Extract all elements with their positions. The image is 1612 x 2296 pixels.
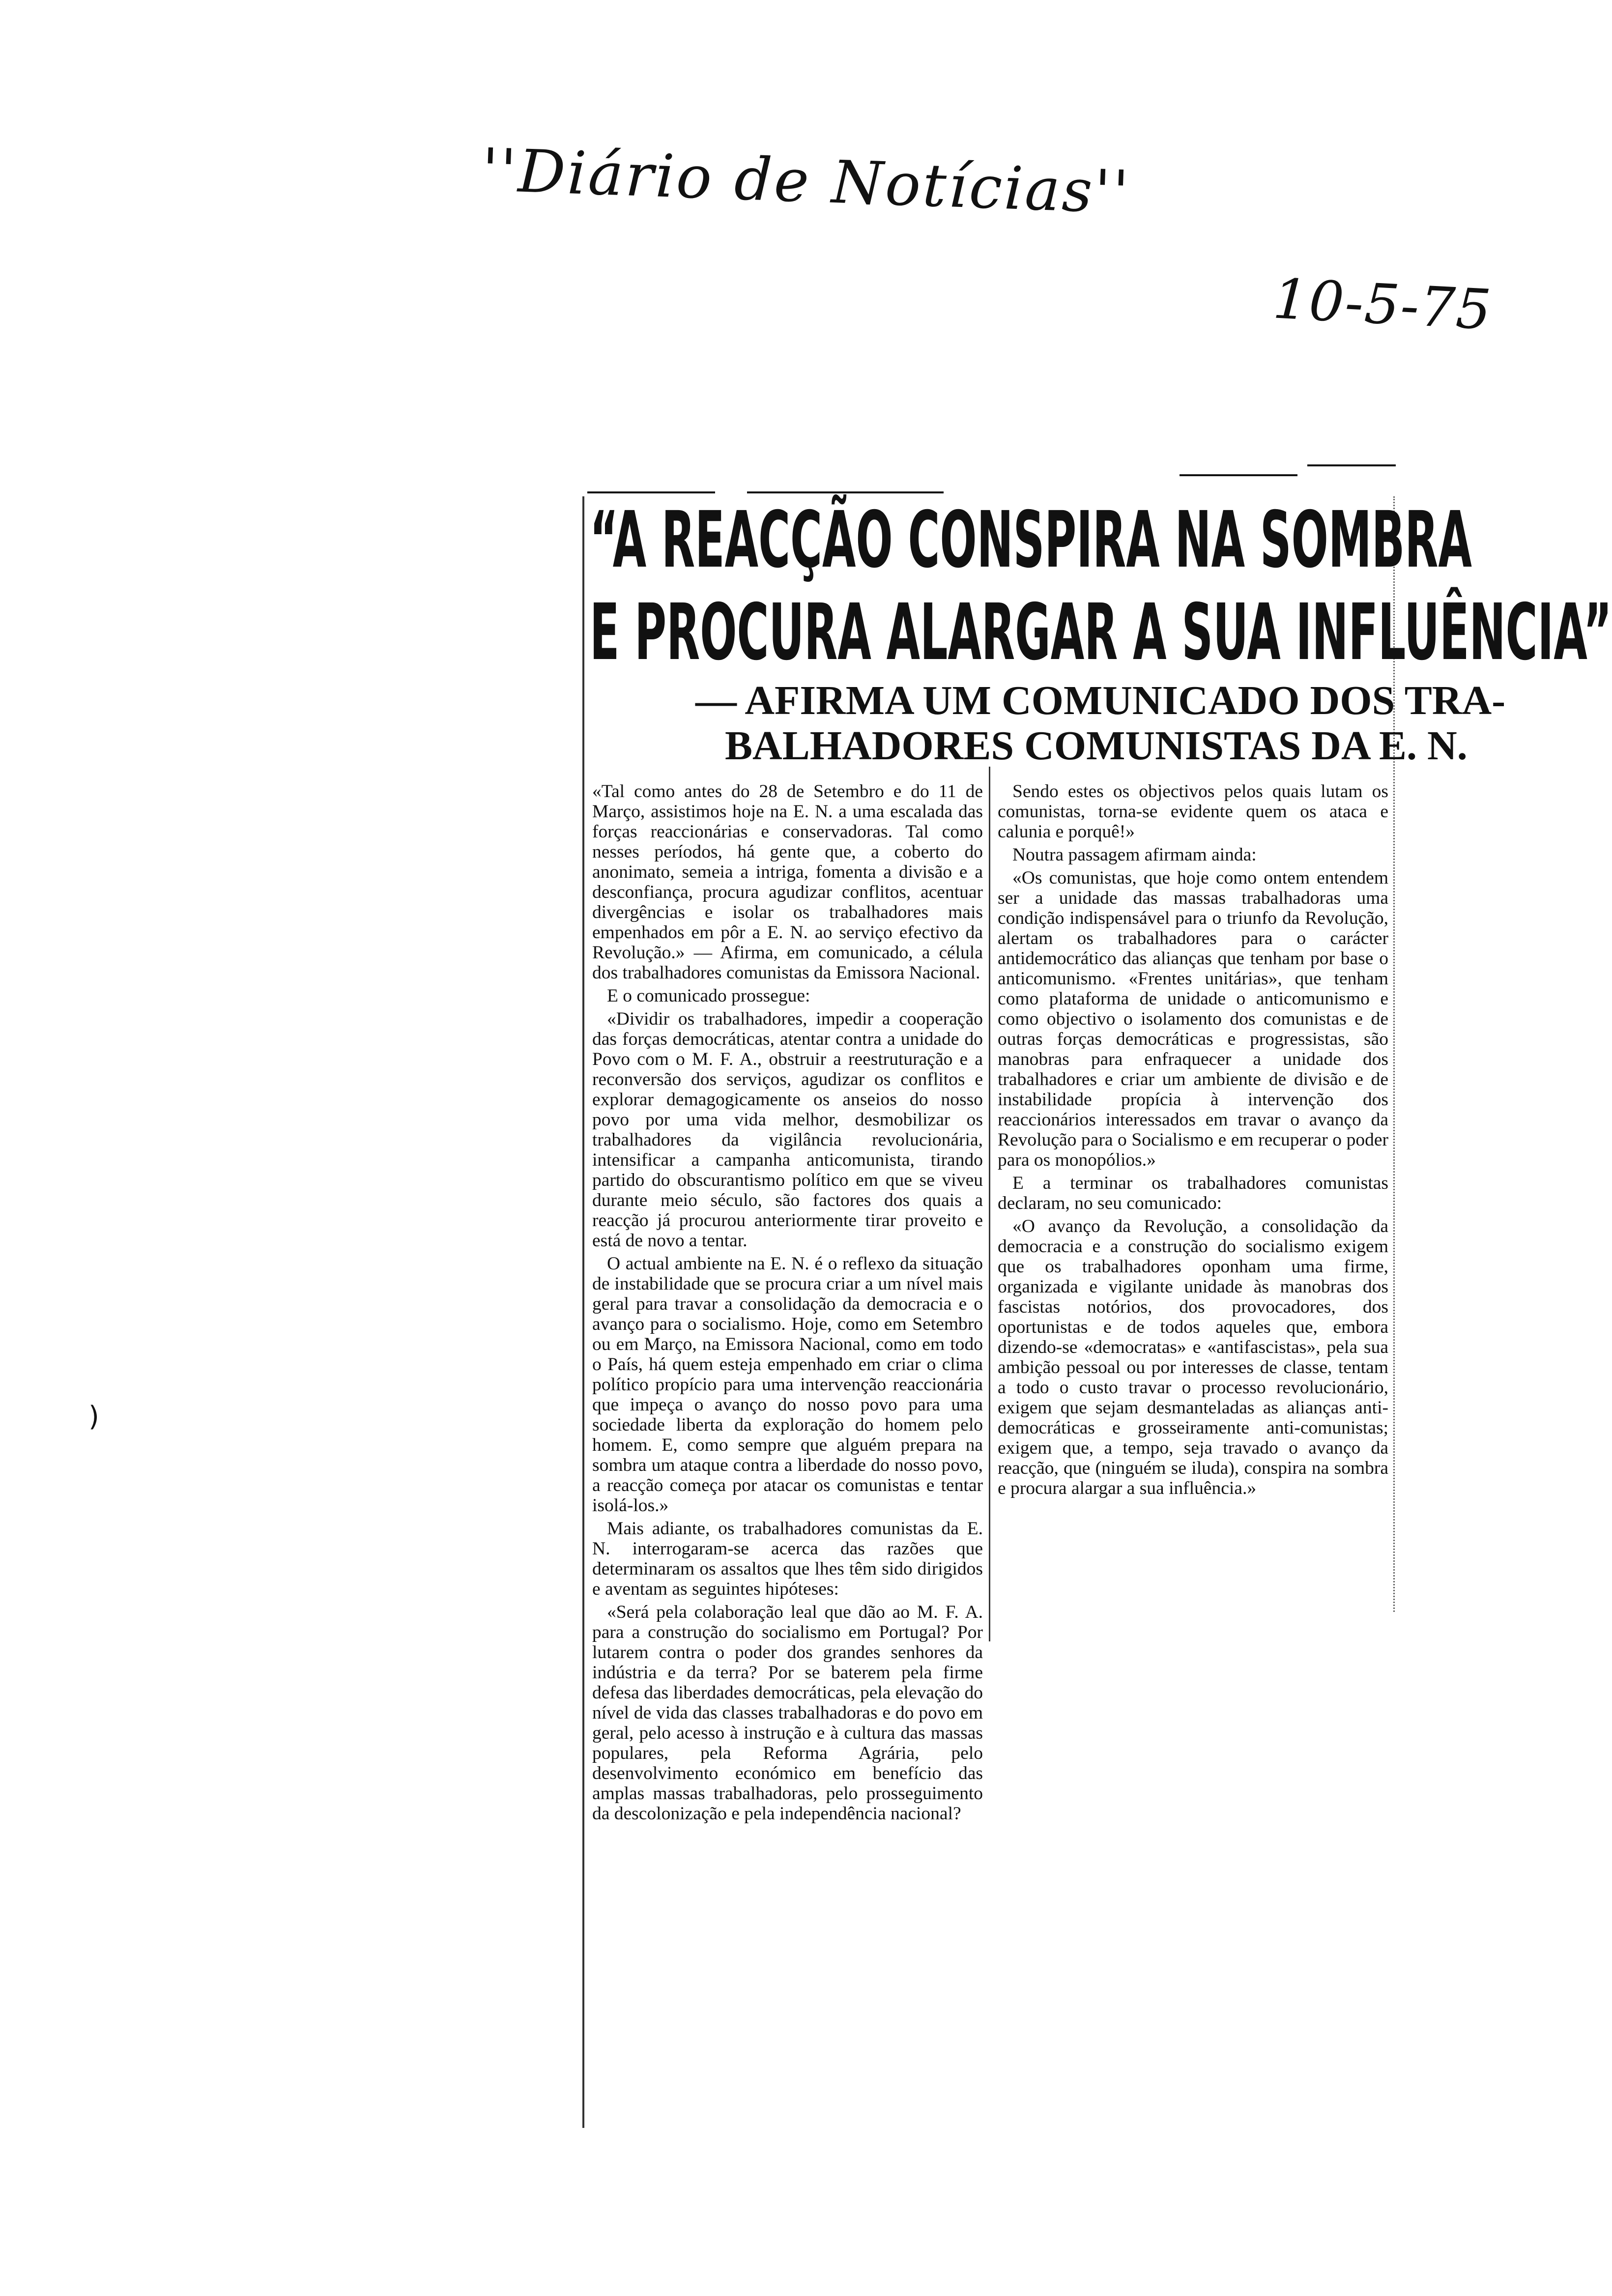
paragraph: «Tal como antes do 28 de Setembro e do 11 de Março, assistimos hoje na E. N. a uma escalada das forças reaccionárias e conservadoras. Tal como nesses períodos, há gente que, a coberto do anonimato, semeia a intriga, fomenta a divisão e a desconfiança, procura agudizar conflitos, acentuar divergências e isolar os trabalhadores mais empenhados em pôr a E. N. ao serviço efectivo da Revolução.» — Afirma, em comunicado, a célula dos trabalhadores comunistas da Emissora Nacional. bbox=[592, 781, 983, 983]
rule-line bbox=[1180, 474, 1297, 476]
article-subheadline bbox=[695, 678, 1506, 769]
article-column-right bbox=[998, 781, 1388, 1501]
stray-mark: ) bbox=[88, 1401, 99, 1433]
paragraph: Sendo estes os objectivos pelos quais lutam os comunistas, torna-se evidente quem os ataca e calunia e porquê!» bbox=[998, 781, 1388, 842]
rule-line bbox=[587, 491, 715, 493]
paragraph: E a terminar os trabalhadores comunistas declaram, no seu comunicado: bbox=[998, 1173, 1388, 1213]
handwritten-date-note: 10-5-75 bbox=[1271, 267, 1494, 343]
headline-line: E PROCURA ALARGAR A SUA INFLUÊNCIA” bbox=[590, 587, 1612, 678]
paragraph: «Os comunistas, que hoje como ontem entendem ser a unidade das massas trabalhadoras uma condição indispensável para o triunfo da Revolução, alertam os trabalhadores para o carácter antidemocrático das alianças que tenham por base o anticomunismo. «Frentes unitárias», que tenham como plataforma de unidade o anticomunismo e como objectivo o isolamento dos comunistas e de outras forças democráticas e progressistas, são manobras para enfraquecer a unidade dos trabalhadores e criar um ambiente de divisão e de instabilidade propícia à intervenção dos reaccionários interessados em travar o avanço da Revolução para o Socialismo e em recuperar o poder para os monopólios.» bbox=[998, 868, 1388, 1170]
article-headline bbox=[590, 494, 1612, 679]
handwritten-source-note: ''Diário de Notícias'' bbox=[480, 136, 1132, 228]
column-divider bbox=[989, 767, 990, 1641]
headline-line: “A REACÇÃO CONSPIRA NA SOMBRA bbox=[590, 495, 1472, 585]
rule-line bbox=[1307, 464, 1396, 466]
clipping-left-border bbox=[582, 496, 584, 2128]
paragraph: O actual ambiente na E. N. é o reflexo da situação de instabilidade que se procura criar a um nível mais geral para travar a consolidação da democracia e o avanço para o socialismo. Hoje, como em Setembro ou em Março, na Emissora Nacional, como em todo o País, há quem esteja empenhado em criar o clima político propício para uma intervenção reaccionária que impeça o avanço do nosso povo para uma sociedade liberta da exploração do homem pelo homem. E, como sempre que alguém prepara na sombra um ataque contra a liberdade do nosso povo, a reacção começa por atacar os comunistas e tentar isolá-los.» bbox=[592, 1254, 983, 1516]
paragraph: Mais adiante, os trabalhadores comunistas da E. N. interrogaram-se acerca das razões que determinaram os assaltos que lhes têm sido dirigidos e aventam as seguintes hipóteses: bbox=[592, 1519, 983, 1599]
paragraph: E o comunicado prossegue: bbox=[607, 986, 810, 1006]
rule-line bbox=[747, 491, 944, 493]
paragraph: Noutra passagem afirmam ainda: bbox=[1012, 845, 1257, 865]
article-column-left bbox=[592, 781, 983, 1827]
paragraph: «Será pela colaboração leal que dão ao M. F. A. para a construção do socialismo em Portugal? Por lutarem contra o poder dos grandes senhores da indústria e da terra? Por se baterem pela firme defesa das liberdades democráticas, pela elevação do nível de vida das classes trabalhadoras e do povo em geral, pelo acesso à instrução e à cultura das massas populares, pela Reforma Agrária, pelo desenvolvimento económico em benefício das amplas massas trabalhadoras, pelo prosseguimento da descolonização e pela independência nacional? bbox=[592, 1602, 983, 1824]
subhead-line: — AFIRMA UM COMUNICADO DOS TRA- bbox=[695, 678, 1506, 723]
paragraph: «O avanço da Revolução, a consolidação da democracia e a construção do socialismo exigem que os trabalhadores oponham uma firme, organizada e vigilante unidade às manobras dos fascistas notórios, dos provocadores, dos oportunistas e de todos aqueles que, embora dizendo-se «democratas» e «antifascistas», pela sua ambição pessoal ou por interesses de classe, tentam a todo o custo travar o processo revolucionário, exigem que sejam desmanteladas as alianças anti-democráticas e grosseiramente anti-comunistas; exigem que, a tempo, seja travado o avanço da reacção, que (ninguém se iluda), conspira na sombra e procura alargar a sua influência.» bbox=[998, 1216, 1388, 1498]
subhead-line: BALHADORES COMUNISTAS DA E. N. bbox=[725, 723, 1468, 769]
paragraph: «Dividir os trabalhadores, impedir a cooperação das forças democráticas, atentar contra a unidade do Povo com o M. F. A., obstruir a reestruturação e a reconversão dos serviços, agudizar os conflitos e explorar demagogicamente os anseios do nosso povo por uma vida melhor, desmobilizar os trabalhadores da vigilância revolucionária, intensificar a campanha anticomunista, tirando partido do obscurantismo político em que se viveu durante meio século, são factores dos quais a reacção já procurou anteriormente tirar proveito e está de novo a tentar. bbox=[592, 1009, 983, 1251]
